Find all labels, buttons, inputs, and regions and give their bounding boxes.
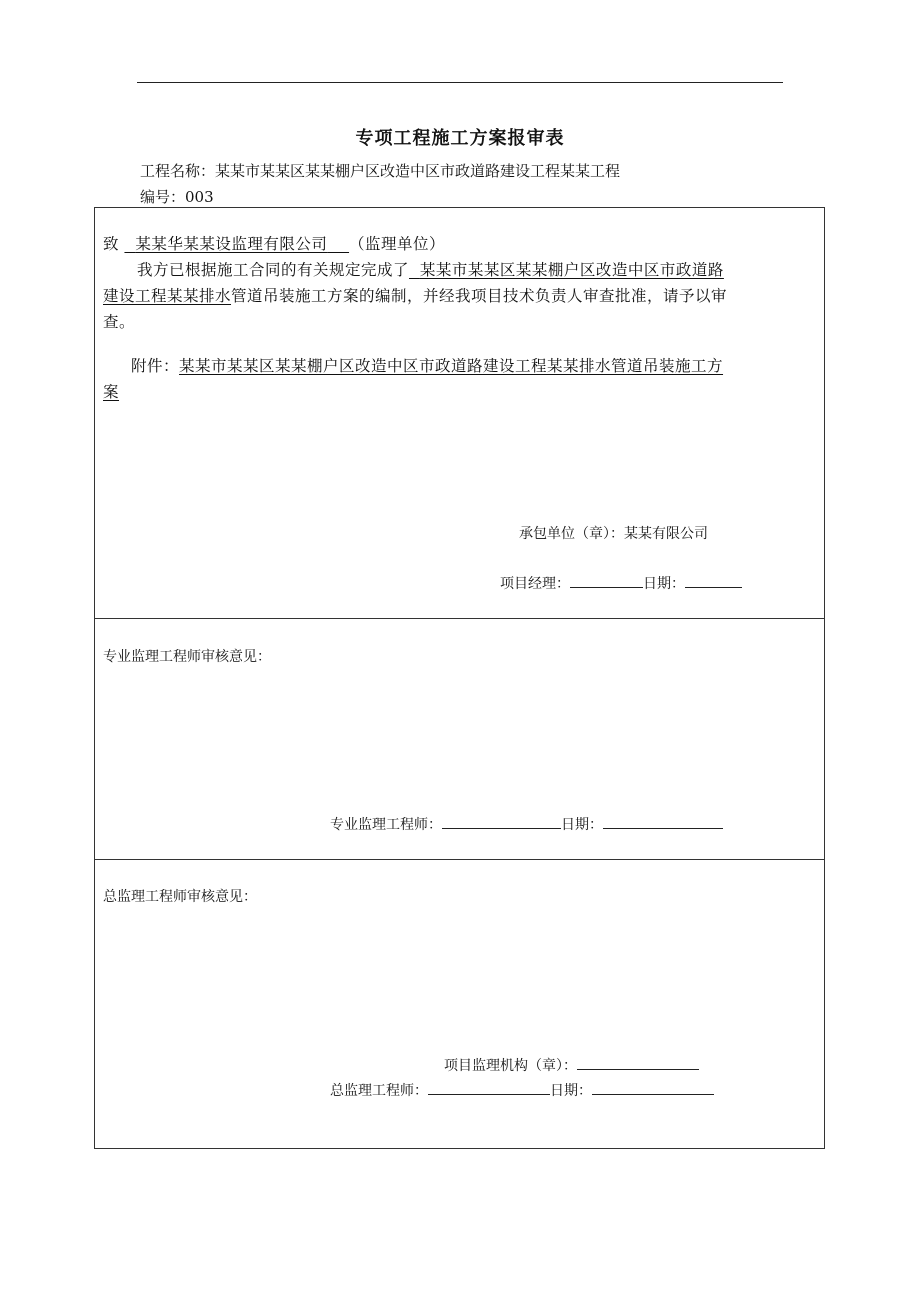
attachment-paragraph	[103, 353, 825, 405]
body-project-underlined-1: 某某市某某区某某棚户区改造中区市政道路	[419, 261, 724, 279]
pm-signature-blank[interactable]	[570, 573, 643, 588]
body-end: 查。	[103, 313, 136, 331]
form-table	[94, 207, 825, 1149]
to-suffix: （监理单位）	[349, 235, 446, 253]
engineer-date-blank[interactable]	[603, 814, 723, 829]
chief-signature-blank[interactable]	[428, 1080, 550, 1095]
chief-sign-line	[330, 1078, 714, 1104]
project-name: 某某市某某区某某棚户区改造中区市政道路建设工程某某工程	[215, 162, 621, 180]
contractor-label: 承包单位（章）：	[519, 526, 624, 542]
pm-date-blank[interactable]	[685, 573, 742, 588]
chief-label: 总监理工程师：	[330, 1083, 428, 1099]
body-project-underlined-2: 建设工程某某排水	[103, 287, 232, 305]
supervisor-company: 某某华某某设监理有限公司	[135, 235, 328, 253]
org-seal-blank[interactable]	[577, 1055, 699, 1070]
body-intro: 我方已根据施工合同的有关规定完成了	[137, 261, 410, 279]
attachment-line-2: 案	[103, 383, 120, 401]
addressee-line	[103, 231, 825, 257]
number-line	[140, 187, 214, 207]
to-prefix: 致	[103, 235, 120, 253]
chief-review-heading: 总监理工程师审核意见：	[103, 889, 257, 905]
engineer-review-heading: 专业监理工程师审核意见：	[103, 649, 271, 665]
body-paragraph	[103, 257, 825, 335]
header-rule	[137, 82, 783, 83]
supervision-org-line	[444, 1053, 699, 1079]
engineer-date-label: 日期：	[561, 817, 603, 833]
number-label: 编号：	[140, 188, 186, 206]
org-label: 项目监理机构（章）：	[444, 1058, 577, 1074]
document-title: 专项工程施工方案报审表	[355, 128, 565, 149]
section-divider-1	[94, 618, 825, 619]
contractor-line	[519, 521, 708, 547]
engineer-sign-line	[330, 812, 723, 838]
chief-date-label: 日期：	[550, 1083, 592, 1099]
section-divider-2	[94, 859, 825, 860]
body-rest: 管道吊装施工方案的编制，并经我项目技术负责人审查批准，请予以审	[231, 287, 728, 305]
project-manager-line	[500, 571, 742, 597]
attachment-label: 附件：	[131, 357, 180, 375]
engineer-signature-blank[interactable]	[442, 814, 561, 829]
number-value: 003	[185, 188, 214, 206]
pm-label: 项目经理：	[500, 576, 570, 592]
project-label: 工程名称：	[140, 162, 216, 180]
chief-date-blank[interactable]	[592, 1080, 714, 1095]
contractor-value: 某某有限公司	[624, 526, 708, 542]
engineer-label: 专业监理工程师：	[330, 817, 442, 833]
attachment-line-1: 某某市某某区某某棚户区改造中区市政道路建设工程某某排水管道吊装施工方	[179, 357, 724, 375]
pm-date-label: 日期：	[643, 576, 685, 592]
project-name-line	[140, 161, 620, 181]
